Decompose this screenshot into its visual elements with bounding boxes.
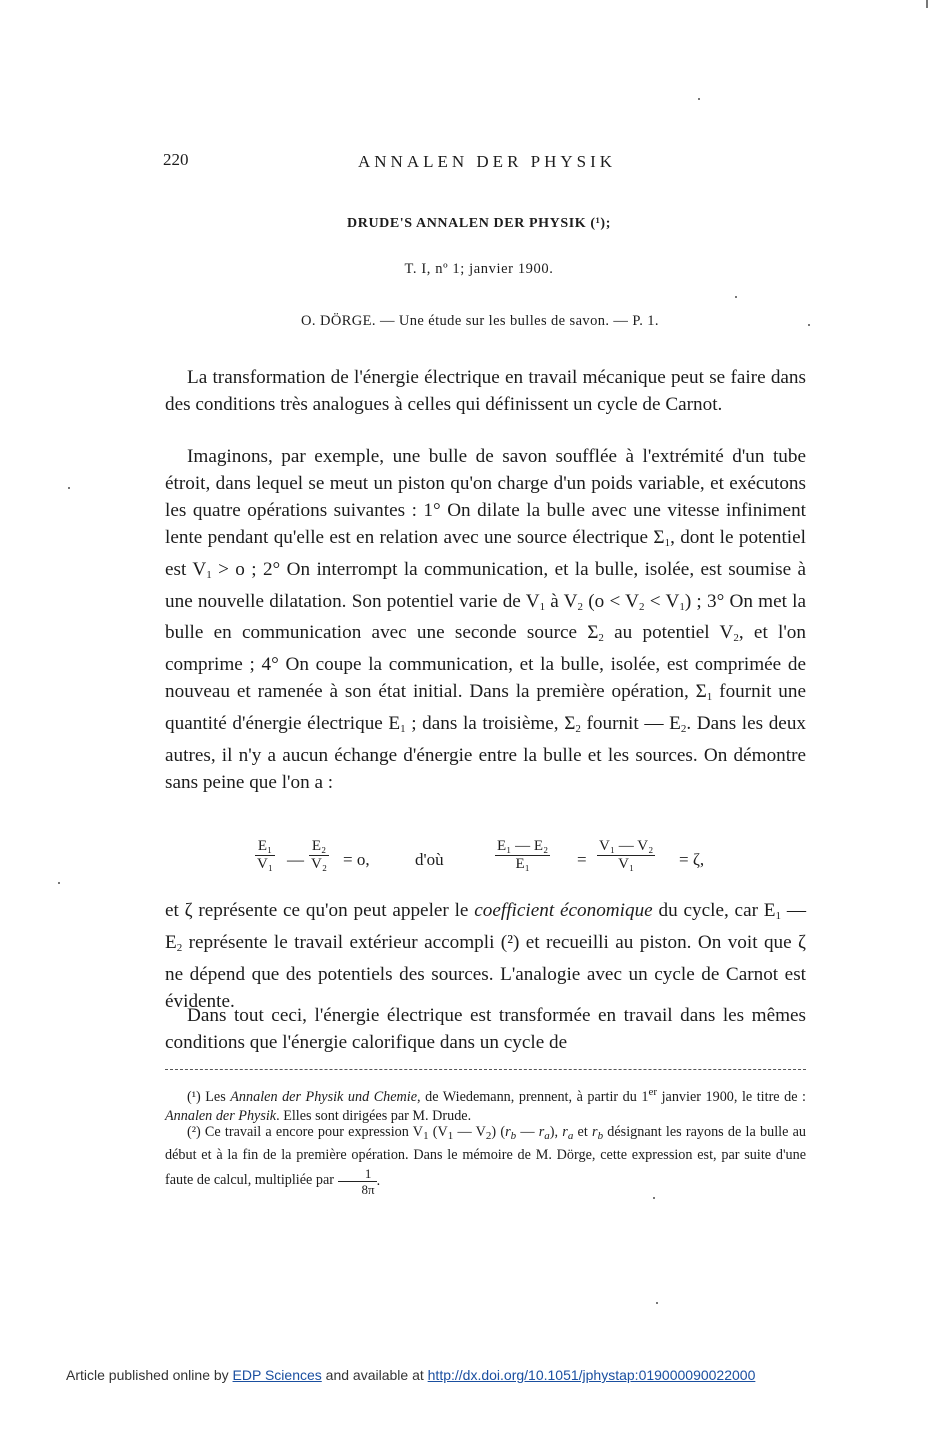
paragraph-text: et ζ représente ce qu'on peut appeler le coefficient économique du cycle, car $E_1$ — $E_2$ représente le travail extérieur accompli (²) et recueilli au piston. On voit que ζ ne dépend que des potentiels des sources. L'analogie avec un cycle de Carnot est évidente.: [165, 900, 807, 1012]
publication-footer: [66, 1367, 755, 1383]
issue-line: T. I, nº 1; janvier 1900.: [404, 261, 554, 277]
doi-link[interactable]: http://dx.doi.org/10.1051/jphystap:019000090022000: [427, 1367, 756, 1383]
fraction-e1-minus-e2: [495, 838, 550, 873]
page-number: 220: [163, 150, 189, 169]
dou-text: d'où: [415, 850, 444, 869]
body-paragraph-1: [165, 365, 806, 419]
paragraph-text: La transformation de l'énergie électrique en travail mécanique peut se faire dans des conditions très analogues à celles qui définissent un cycle de Carnot.: [165, 367, 806, 415]
scan-speck: [808, 324, 810, 326]
numerator: V₁ — V₂: [599, 838, 654, 854]
fraction-e1-v1: [255, 838, 275, 873]
footnote-text: (²) Ce travail a encore pour expression $V_1$ ($V_1$ — $V_2$) ($r_b$ — $r_a$), $r_a$ et $r_b$ désignant les rayons de la bulle au début et à la fin de la première opération. Dans le mémoire de M. Dörge, cette expression est, par suite d'une faute de calcul, multipliée par $\frac{1}{8\pi}$ .: [165, 1124, 806, 1197]
denominator: V₁: [618, 856, 635, 872]
fraction-one-over-8pi: [338, 1166, 377, 1197]
scan-speck: [58, 882, 60, 884]
equation: [255, 838, 735, 886]
footer-prefix: Article published online by: [66, 1367, 233, 1383]
denominator: 8π: [361, 1181, 375, 1197]
footnote-1: [165, 1083, 806, 1127]
article-heading: O. DÖRGE. — Une étude sur les bulles de savon. — P. 1.: [301, 313, 659, 329]
fraction-e2-v2: [309, 838, 329, 873]
scan-speck: [68, 487, 70, 489]
body-paragraph-4: [165, 1003, 806, 1057]
scan-speck: [653, 1197, 655, 1199]
scan-speck: [656, 1302, 658, 1304]
scan-edge-mark: [926, 0, 928, 8]
equals-sign: =: [577, 850, 587, 869]
footnote-text: (¹) Les Annalen der Physik und Chemie, de Wiedemann, prennent, à partir du 1er janvier 1900, le titre de : Annalen der Physik. Elles sont dirigées par M. Drude.: [165, 1086, 806, 1125]
denominator: V₁: [257, 856, 274, 872]
running-head: ANNALEN DER PHYSIK: [358, 152, 617, 171]
footnote-2: [165, 1123, 806, 1197]
body-paragraph-2: [165, 444, 806, 797]
denominator: V₂: [311, 856, 328, 872]
fraction-v1-minus-v2: [597, 838, 655, 873]
numerator: 1: [338, 1166, 377, 1182]
numerator: E₁ — E₂: [497, 838, 549, 854]
paragraph-text: Dans tout ceci, l'énergie électrique est transformée en travail dans les mêmes conditions que l'énergie calorifique dans un cycle de: [165, 1005, 806, 1053]
footnote-divider: [165, 1069, 806, 1070]
numerator: E₂: [309, 838, 329, 856]
scan-speck: [698, 98, 700, 100]
footnote-body: (²) Ce travail a encore pour expression $V_1$ ($V_1$ — $V_2$) ($r_b$ — $r_a$), $r_a$ et $r_b$ désignant les rayons de la bulle au début et à la fin de la première opération. Dans le mémoire de M. Dörge, cette expression est, par suite d'une faute de calcul, multipliée par: [165, 1124, 806, 1189]
equals-zeta: = ζ,: [679, 850, 705, 869]
footer-middle: and available at: [321, 1367, 428, 1383]
numerator: E₁: [255, 838, 275, 856]
scan-speck: [735, 296, 737, 298]
journal-title: DRUDE'S ANNALEN DER PHYSIK (¹);: [347, 216, 611, 231]
body-paragraph-3: [165, 898, 806, 1016]
minus-sign: —: [287, 850, 304, 869]
paragraph-text: Imaginons, par exemple, une bulle de savon soufflée à l'extrémité d'un tube étroit, dans lequel se meut un piston qu'on charge d'un poids variable, et exécutons les quatre opérations suivantes : 1° On dilate la bulle avec une vitesse infiniment lente pendant qu'elle est en relation avec une source électrique $\Sigma_1$, dont le potentiel est $V_1 > o$ ; 2° On interrompt la communication, et la bulle, isolée, est soumise à une nouvelle dilatation. Son potentiel varie de $V_1$ à $V_2$ $(o < V_2 < V_1)$ ; 3° On met la bulle en communication avec une seconde source $\Sigma_2$ au potentiel $V_2$, et l'on comprime ; 4° On coupe la communication, et la bulle, isolée, est comprimée de nouveau et ramenée à son état initial. Dans la première opération, $\Sigma_1$ fournit une quantité d'énergie électrique $E_1$ ; dans la troisième, $\Sigma_2$ fournit — $E_2$. Dans les deux autres, il n'y a aucun échange d'énergie entre la bulle et les sources. On démontre sans peine que l'on a :: [165, 446, 807, 793]
denominator: E₁: [515, 856, 530, 872]
publisher-link[interactable]: EDP Sciences: [232, 1367, 322, 1383]
equals-zero: = o,: [343, 850, 370, 869]
